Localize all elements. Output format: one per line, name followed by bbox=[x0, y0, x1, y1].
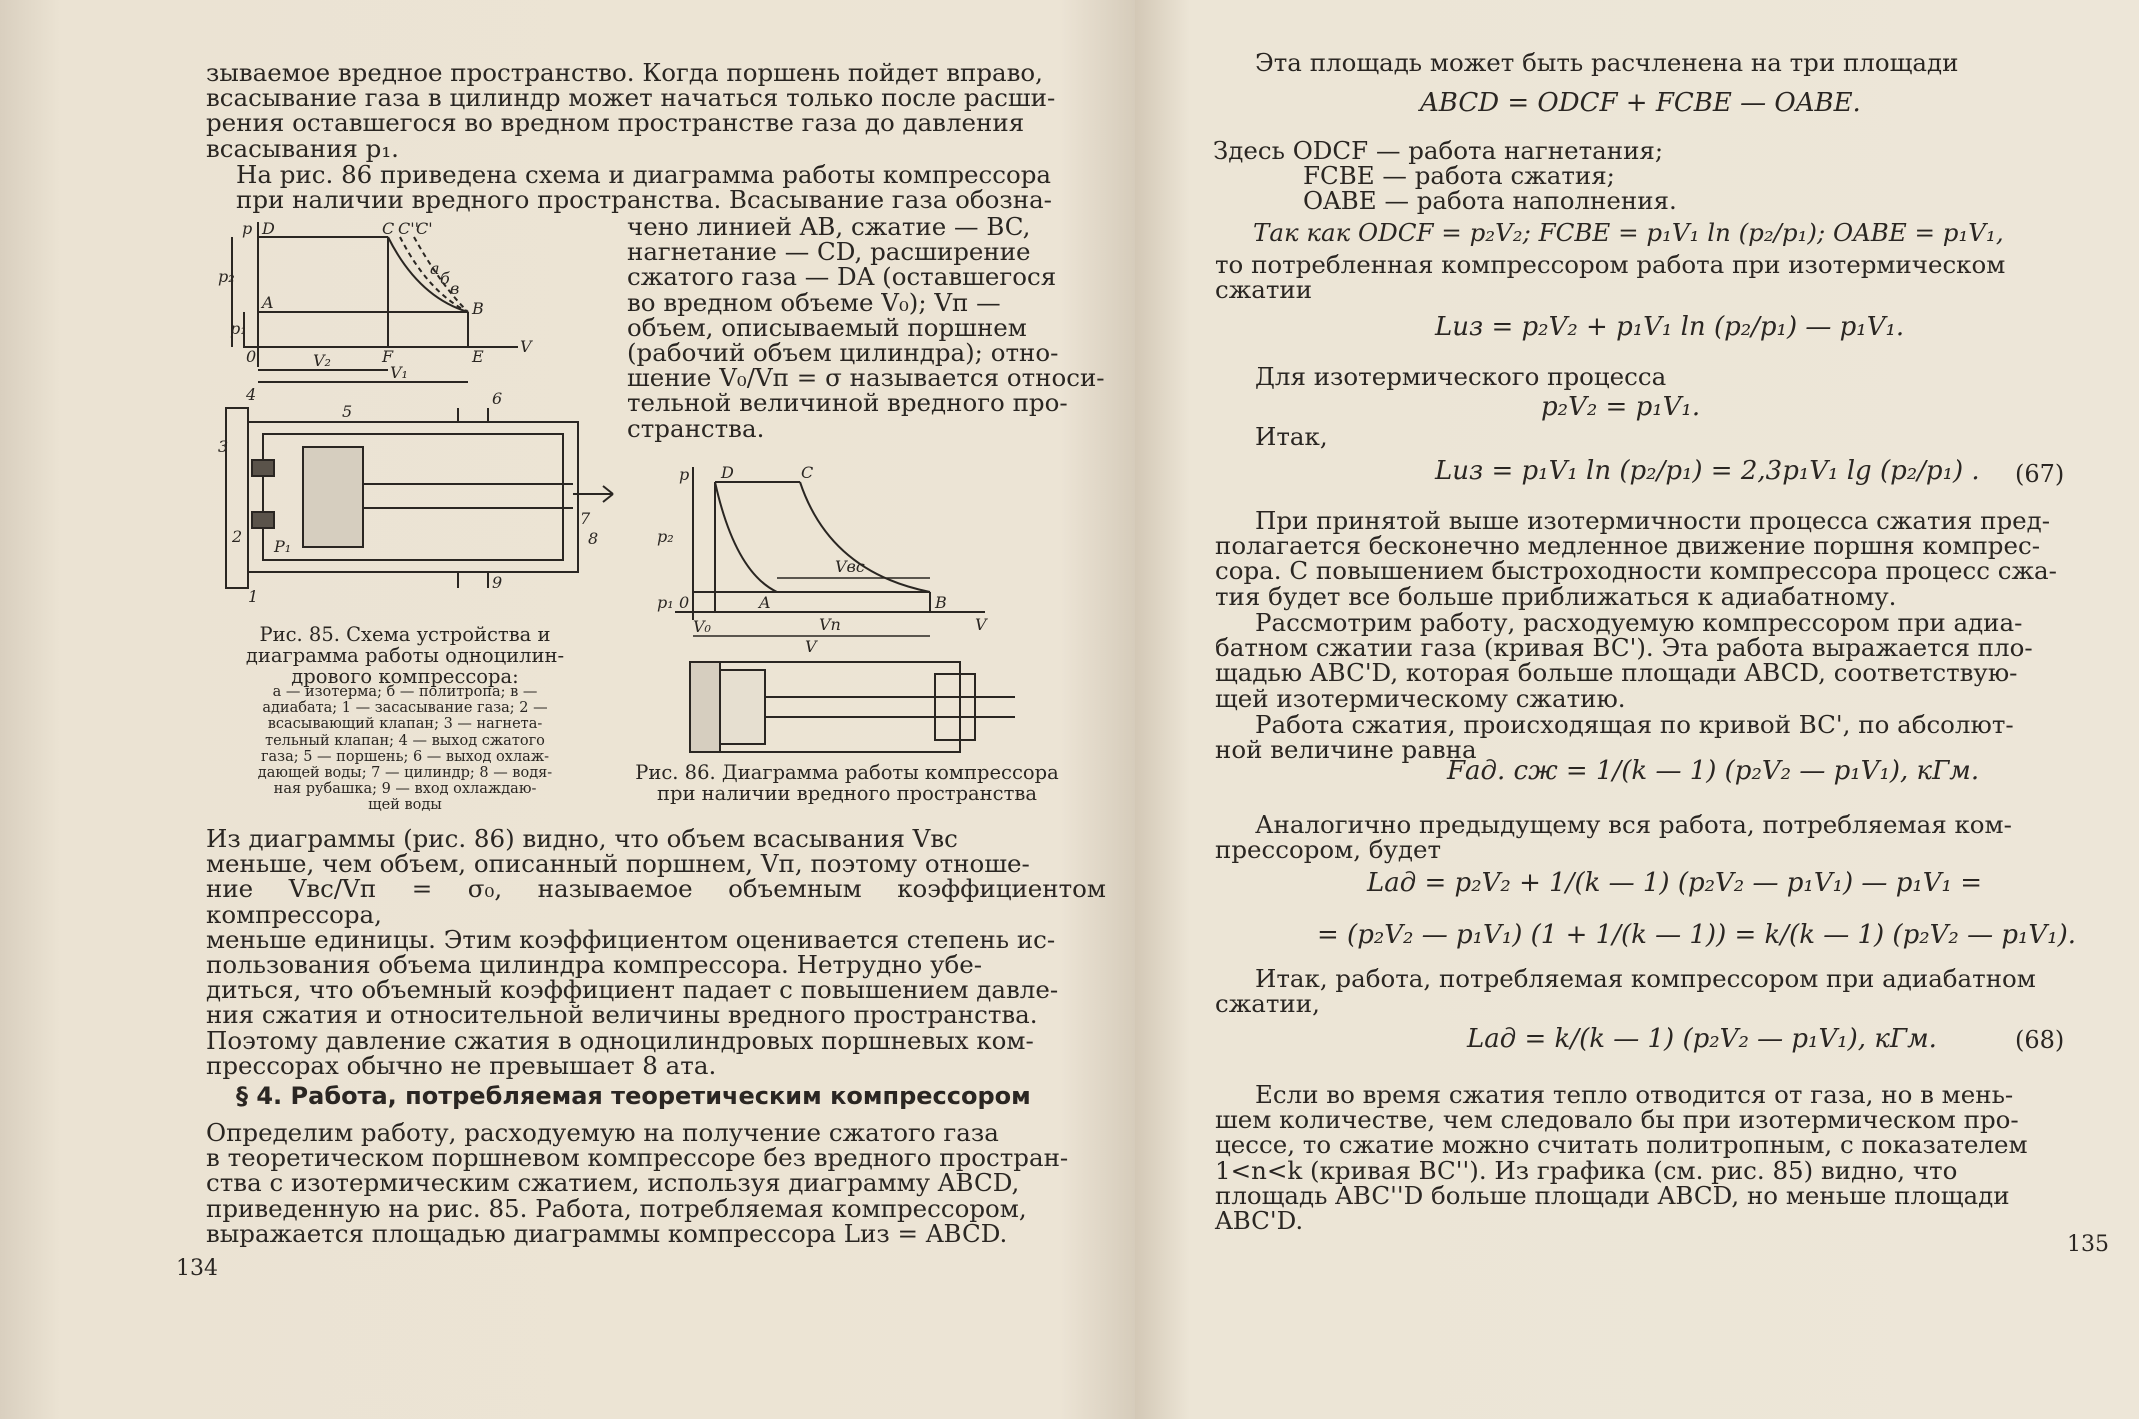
left-para-4: Определим работу, расходуемую на получение сжатого газа в теоретическом поршневом компрессоре без вредного простран- ства с изотермическим сжатием, используя диаграмму ABCD, приведенную на рис. 85. Работа, потребляемая компрессором, выражается площадью диаграммы компрессора Lиз = ABCD. bbox=[206, 1118, 1069, 1248]
eq-number-67: (67) bbox=[2015, 460, 2065, 488]
fig85-label-n3: 3 bbox=[218, 437, 229, 456]
para-isotherm: При принятой выше изотермичности процесса сжатия пред- полагается бесконечно медленное движение поршня компрес- сора. С повышением быстроходности компрессора процесс сжа- тия будет все больше приближаться к адиабатному. bbox=[1215, 506, 2057, 611]
fig86-label-B: B bbox=[935, 593, 947, 612]
fig85-label-p: p bbox=[242, 222, 253, 238]
formula-lad-1: Lад = p₂V₂ + 1/(k — 1) (p₂V₂ — p₁V₁) — p₁V₁ = bbox=[1367, 868, 1983, 898]
fig85-label-C2: C'' bbox=[398, 222, 420, 238]
fig86-label-C: C bbox=[801, 463, 814, 482]
fig85-label-b: б bbox=[440, 269, 450, 288]
formula-since: Так как ODCF = p₂V₂; FCBE = p₁V₁ ln (p₂/p₁); OABE = p₁V₁, bbox=[1253, 218, 2004, 247]
left-para-1: зываемое вредное пространство. Когда поршень пойдет вправо, всасывание газа в цилиндр может начаться только после расши- рения оставшегося во вредном пространстве газа до давления всасывания p₁. bbox=[206, 58, 1056, 163]
fig85-label-n2: 2 bbox=[232, 527, 243, 546]
fig86-label-Vfull: V bbox=[805, 637, 817, 656]
section-heading: § 4. Работа, потребляемая теоретическим компрессором bbox=[236, 1082, 1031, 1110]
right-page-number: 135 bbox=[2067, 1232, 2109, 1257]
para-adiab: Рассмотрим работу, расходуемую компрессором при адиа- батном сжатии газа (кривая BC'). Эта работа выражается пло- щадью ABC'D, которая больше площади ABCD, соответствую- щей изотермическому сжатию. bbox=[1215, 608, 2033, 713]
para-last: Если во время сжатия тепло отводится от газа, но в мень- шем количестве, чем следовало бы при изотермическом про- цессе, то сжатие можно считать политропным, с показателем 1<n<k (кривая BC''). Из графика (см. рис. 85) видно, что площадь ABC''D больше площади ABCD, но меньше площади ABC'D. bbox=[1215, 1080, 2028, 1236]
fig85-label-n8: 8 bbox=[588, 529, 599, 548]
fig86-label-p1: p₁ bbox=[657, 593, 674, 612]
formula-lad-2: = (p₂V₂ — p₁V₁) (1 + 1/(k — 1)) = k/(k — 1) (p₂V₂ — p₁V₁). bbox=[1317, 920, 2077, 950]
fig85-label-B: B bbox=[472, 299, 484, 318]
fig85-legend: а — изотерма; б — политропа; в — адиабата; 1 — засасывание газа; 2 — всасывающий клапан; 3 — нагнета- тельный клапан; 4 — выход сжатого газа; 5 — поршень; 6 — выход охлаж- дающей воды; 7 — цилиндр; 8 — водя- ная рубашка; 9 — вход охлаждаю- щей воды bbox=[257, 684, 553, 814]
para-work: Работа сжатия, происходящая по кривой BC', по абсолют- ной величине равна bbox=[1215, 710, 2014, 765]
fig85-label-D: D bbox=[262, 222, 275, 238]
fig86-diagram bbox=[635, 462, 1065, 762]
left-para-2-start: На рис. 86 приведена схема и диаграмма работы компрессора при наличии вредного пространства. Всасывание газа обозна- bbox=[236, 160, 1052, 215]
fig85-label-C: C bbox=[382, 222, 395, 238]
fig85-label-V2: V₂ bbox=[313, 351, 331, 370]
left-para-2-side: чено линией AB, сжатие — BC, нагнетание — CD, расширение сжатого газа — DA (оставшегося во вредном объеме V₀); Vп — объем, описываемый поршнем (рабочий объем цилиндра); отно- шение V₀/Vп = σ называется относи- тельной величиной вредного про- странства. bbox=[627, 212, 1105, 443]
fig85-diagram bbox=[218, 222, 638, 617]
fig85-caption: Рис. 85. Схема устройства и диаграмма работы одноцилин- дрового компрессора: bbox=[245, 623, 565, 688]
fig85-label-a: а bbox=[430, 259, 440, 278]
iso-line: Для изотермического процесса bbox=[1255, 362, 1667, 391]
fig85-label-O: 0 bbox=[246, 347, 257, 366]
fig85-label-E: E bbox=[472, 347, 484, 366]
left-para-3: Из диаграммы (рис. 86) видно, что объем всасывания Vвс меньше, чем объем, описанный поршнем, Vп, поэтому отноше- ние Vвс/Vп = σ₀, называемое объемным коэффициентом компрессора, меньше единицы. Этим коэффициентом оценивается степень ис- пользования объема цилиндра компрессора. Нетрудно убе- диться, что объемный коэффициент падает с повышением давле- ния сжатия и относительной величины вредного пространства. Поэтому давление сжатия в одноцилиндровых поршневых ком- прессорах обычно не превышает 8 ата. bbox=[206, 824, 1106, 1080]
fig85-label-n5: 5 bbox=[342, 402, 353, 421]
fig85-label-V: V bbox=[520, 337, 532, 356]
para-consumed: то потребленная компрессором работа при изотермическом сжатии bbox=[1215, 250, 2006, 305]
fig86-caption: Рис. 86. Диаграмма работы компрессора при наличии вредного пространства bbox=[635, 761, 1059, 805]
def-odcf: Здесь ODCF — работа нагнетания; bbox=[1213, 136, 1664, 165]
right-line-1: Эта площадь может быть расчленена на три площади bbox=[1255, 48, 1959, 77]
formula-abcd: ABCD = ODCF + FCBE — OABE. bbox=[1420, 88, 1861, 118]
fig86-label-Vn: Vп bbox=[819, 615, 841, 634]
para-similar: Аналогично предыдущему вся работа, потребляемая ком- прессором, будет bbox=[1215, 810, 2012, 865]
fig85-label-n1: 1 bbox=[248, 587, 259, 606]
fig85-label-A: A bbox=[262, 293, 274, 312]
fig85-label-n4: 4 bbox=[246, 385, 257, 404]
formula-fad: Fад. сж = 1/(k — 1) (p₂V₂ — p₁V₁), кГм. bbox=[1447, 756, 1980, 786]
para-itak-2: Итак, работа, потребляемая компрессором при адиабатном сжатии, bbox=[1215, 964, 2036, 1019]
fig86-label-V: V bbox=[975, 615, 987, 634]
fig85-label-p1: p₁ bbox=[230, 319, 247, 338]
right-page bbox=[1135, 0, 2139, 1419]
fig86-label-A: A bbox=[759, 593, 771, 612]
fig86-label-Vbc: Vвс bbox=[835, 557, 865, 576]
fig86-label-D: D bbox=[721, 463, 734, 482]
fig85-label-V1: V₁ bbox=[390, 363, 408, 382]
fig85-label-n9: 9 bbox=[492, 573, 503, 592]
formula-67: Lиз = p₁V₁ ln (p₂/p₁) = 2,3p₁V₁ lg (p₂/p₁) . bbox=[1435, 456, 1980, 486]
fig85-label-C1: C' bbox=[416, 222, 433, 238]
fig86-label-V0: V₀ bbox=[693, 617, 711, 636]
formula-liz: Lиз = p₂V₂ + p₁V₁ ln (p₂/p₁) — p₁V₁. bbox=[1435, 312, 1905, 342]
formula-iso: p₂V₂ = p₁V₁. bbox=[1541, 392, 1701, 422]
fig85-label-F: F bbox=[382, 347, 394, 366]
fig85-label-n7: 7 bbox=[580, 509, 591, 528]
left-page-number: 134 bbox=[176, 1256, 218, 1281]
fig85-label-n6: 6 bbox=[492, 389, 503, 408]
eq-number-68: (68) bbox=[2015, 1026, 2065, 1054]
def-oabe: OABE — работа наполнения. bbox=[1303, 186, 1677, 215]
formula-68: Lад = k/(k — 1) (p₂V₂ — p₁V₁), кГм. bbox=[1467, 1024, 1937, 1054]
fig85-label-P1: P₁ bbox=[274, 537, 292, 556]
fig85-label-c: в bbox=[450, 279, 460, 298]
itak-1: Итак, bbox=[1255, 422, 1328, 451]
def-fcbe: FCBE — работа сжатия; bbox=[1303, 161, 1615, 190]
fig85-label-p2: p₂ bbox=[218, 267, 235, 286]
fig86-label-O: 0 bbox=[679, 593, 690, 612]
fig86-label-p: p bbox=[679, 465, 690, 484]
fig86-label-p2: p₂ bbox=[657, 527, 674, 546]
